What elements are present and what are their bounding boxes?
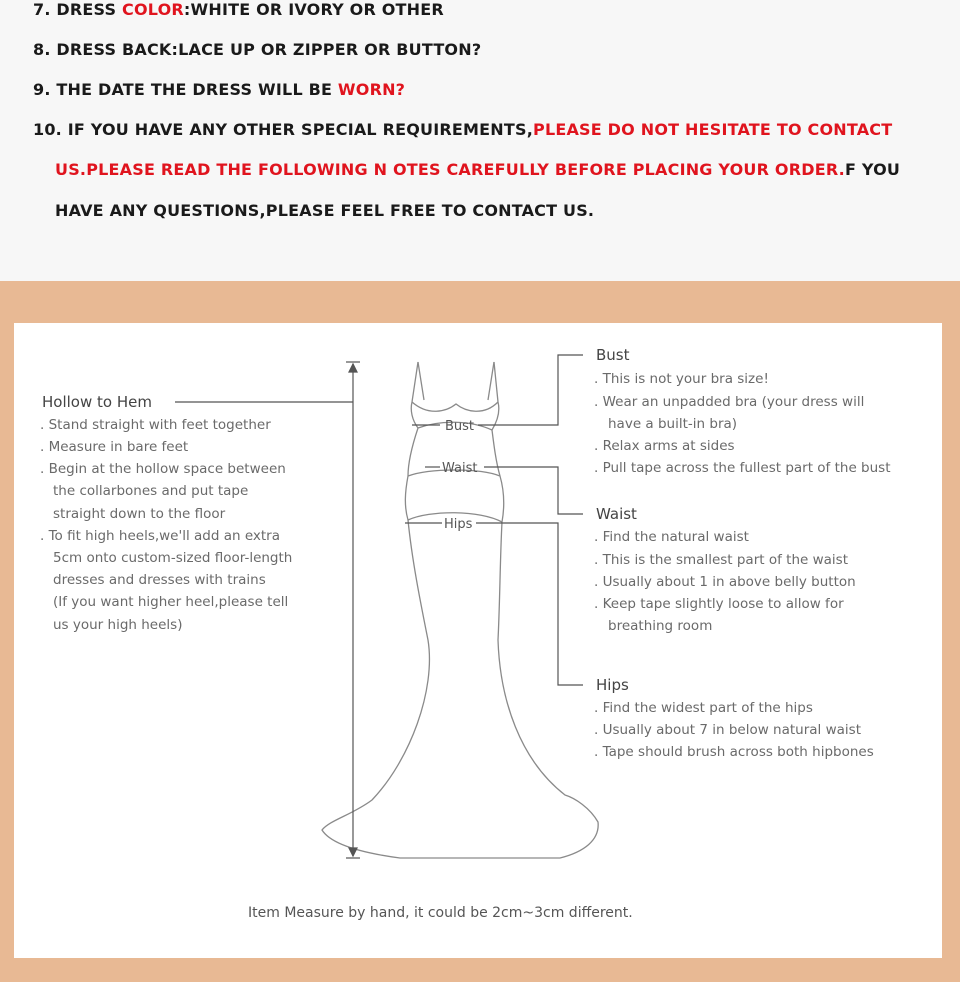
instruction-dress-back: 8. DRESS BACK:LACE UP OR ZIPPER OR BUTTON? [33,40,482,59]
hollow-to-hem-section [40,393,292,633]
waist-item: . Keep tape slightly loose to allow for [594,596,844,612]
instruction-read-notes: US.PLEASE READ THE FOLLOWING N OTES CAREFULLY BEFORE PLACING YOUR ORDER.F YOU [55,160,901,179]
dress-label-bust: Bust [445,419,475,434]
bust-item: . Wear an unpadded bra (your dress will [594,394,865,410]
hollow-item: . Measure in bare feet [40,439,189,455]
bust-item: have a built-in bra) [608,416,738,432]
hips-section [594,676,874,760]
waist-section [594,505,856,634]
hips-item: . Tape should brush across both hipbones [594,744,874,760]
bust-item: . Relax arms at sides [594,438,735,454]
instruction-special-requirements: 10. IF YOU HAVE ANY OTHER SPECIAL REQUIREMENTS,PLEASE DO NOT HESITATE TO CONTACT [33,120,893,139]
dress-label-waist: Waist [442,461,478,476]
hollow-item: . Stand straight with feet together [40,417,271,433]
hollow-item: straight down to the floor [53,506,226,522]
hips-item: . Find the widest part of the hips [594,700,813,716]
instruction-contact-us: HAVE ANY QUESTIONS,PLEASE FEEL FREE TO CONTACT US. [55,201,595,220]
bust-item: . This is not your bra size! [594,371,769,387]
instruction-date-worn: 9. THE DATE THE DRESS WILL BE WORN? [33,80,406,99]
hollow-item: dresses and dresses with trains [53,572,266,588]
bust-leader [412,355,583,425]
instruction-dress-color: 7. DRESS COLOR:WHITE OR IVORY OR OTHER [33,0,444,19]
hollow-to-hem-title: Hollow to Hem [42,393,152,411]
waist-item: . Usually about 1 in above belly button [594,574,856,590]
bust-item: . Pull tape across the fullest part of the bust [594,460,891,476]
bust-section [594,346,891,476]
hips-title: Hips [596,676,629,694]
hollow-item: (If you want higher heel,please tell [53,594,289,610]
hollow-item: us your high heels) [53,617,183,633]
bust-title: Bust [596,346,630,364]
waist-item: . Find the natural waist [594,529,749,545]
measure-footnote: Item Measure by hand, it could be 2cm~3cm different. [248,905,633,921]
dress-label-hips: Hips [444,517,473,532]
dress-illustration [322,362,598,858]
waist-item: breathing room [608,618,713,634]
hollow-item: the collarbones and put tape [53,483,249,499]
hollow-item: . Begin at the hollow space between [40,461,286,477]
waist-title: Waist [596,505,637,523]
hollow-item: 5cm onto custom-sized floor-length [53,550,293,566]
hips-leader [405,523,583,685]
hollow-to-hem-arrow [175,362,360,858]
hollow-item: . To fit high heels,we'll add an extra [40,528,280,544]
hips-item: . Usually about 7 in below natural waist [594,722,861,738]
waist-item: . This is the smallest part of the waist [594,552,848,568]
